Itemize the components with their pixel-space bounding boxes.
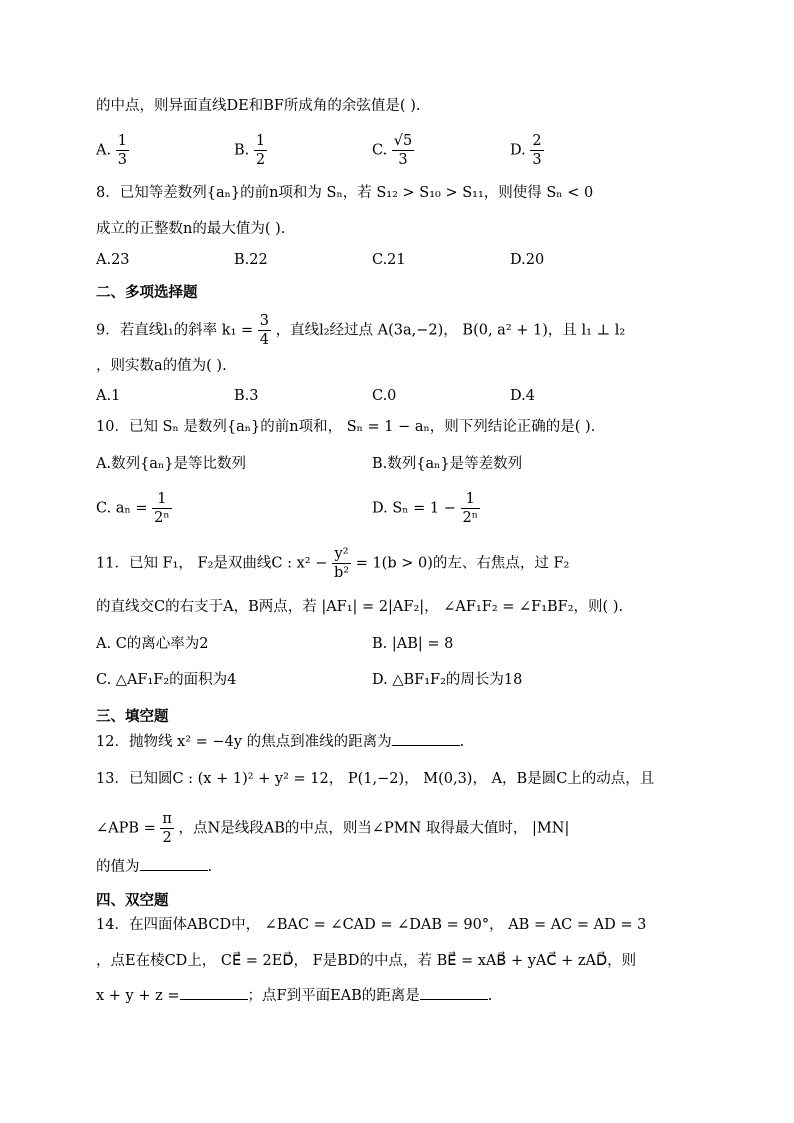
q8-line1: 8．已知等差数列{aₙ}的前n项和为 Sₙ，若 S₁₂ > S₁₀ > S₁₁，则使得 Sₙ < 0 bbox=[96, 185, 594, 201]
q10-option-c: C. aₙ = $\frac{1}{\text{2ⁿ}}$ bbox=[96, 491, 170, 526]
q14-line3: x + y + z = ；点F到平面EAB的距离是 . bbox=[96, 985, 492, 1007]
q9-option-c: C.0 bbox=[372, 388, 397, 404]
q11-option-a: A. C的离心率为2 bbox=[96, 636, 209, 652]
q8-option-a: A.23 bbox=[96, 252, 130, 268]
q11-option-d: D. △BF₁F₂的周长为18 bbox=[372, 672, 523, 688]
q9-option-b: B.3 bbox=[234, 388, 259, 404]
q9-option-d: D.4 bbox=[510, 388, 535, 404]
q7-option-c: C. $\frac{√5}{3}$ bbox=[372, 133, 413, 168]
q14-answer-blank-2[interactable] bbox=[420, 985, 488, 1000]
q7-text: 的中点，则异面直线DE和BF所成角的余弦值是( ). bbox=[96, 98, 421, 114]
section-heading-fill-in: 三、填空题 bbox=[96, 709, 169, 725]
section-heading-double-blank: 四、双空题 bbox=[96, 893, 169, 909]
q13-answer-blank[interactable] bbox=[140, 856, 208, 871]
q9-line2: ，则实数a的值为( ). bbox=[96, 358, 227, 374]
q14-line1: 14．在四面体ABCD中， ∠BAC = ∠CAD = ∠DAB = 90°， AB = AC = AD = 3 bbox=[96, 917, 647, 933]
q9-option-a: A.1 bbox=[96, 388, 121, 404]
q10-option-b: B.数列{aₙ}是等差数列 bbox=[372, 456, 523, 472]
q11-line2: 的直线交C的右支于A，B两点，若 |AF₁| = 2|AF₂|， ∠AF₁F₂ = ∠F₁BF₂，则( ). bbox=[96, 599, 624, 615]
section-heading-multi-choice: 二、多项选择题 bbox=[96, 285, 198, 301]
q11-option-b: B. |AB| = 8 bbox=[372, 636, 454, 652]
q11-option-c: C. △AF₁F₂的面积为4 bbox=[96, 672, 237, 688]
q10-option-a: A.数列{aₙ}是等比数列 bbox=[96, 456, 246, 472]
q12-answer-blank[interactable] bbox=[392, 731, 460, 746]
q13-line1: 13．已知圆C : (x + 1)² + y² = 12， P(1,−2)， M(0,3)， A，B是圆C上的动点，且 bbox=[96, 771, 655, 787]
q8-option-b: B.22 bbox=[234, 252, 268, 268]
q7-option-a: A. $\frac{1}{3}$ bbox=[96, 133, 127, 168]
q13-line3: 的值为 . bbox=[96, 856, 212, 878]
q14-answer-blank-1[interactable] bbox=[180, 985, 248, 1000]
q8-line2: 成立的正整数n的最大值为( ). bbox=[96, 221, 286, 237]
q14-line2: ，点E在棱CD上， CE⃗ = 2ED⃗， F是BD的中点，若 BE⃗ = xAB⃗ + yAC⃗ + zAD⃗，则 bbox=[96, 953, 637, 969]
q10-line1: 10．已知 Sₙ 是数列{aₙ}的前n项和， Sₙ = 1 − aₙ，则下列结论正确的是( ). bbox=[96, 419, 596, 435]
q13-line2: ∠APB = $\frac{\pi}{2}$ ，点N是线段AB的中点，则当∠PMN 取得最大值时， |MN| bbox=[96, 811, 570, 846]
q9-line1: 9．若直线l₁的斜率 k₁ = $\frac{3}{4}$ ，直线l₂经过点 A(3a,−2)， B(0, a² + 1)，且 l₁ ⊥ l₂ bbox=[96, 313, 626, 348]
q7-option-b: B. $\frac{1}{2}$ bbox=[234, 133, 266, 168]
q10-option-d: D. Sₙ = 1 − $\frac{1}{\text{2ⁿ}}$ bbox=[372, 491, 478, 526]
q11-line1: 11．已知 F₁， F₂是双曲线C : x² − $\frac{\text{y²}}{\text{b²}}$ = 1(b > 0)的左、右焦点，过 F₂ bbox=[96, 546, 570, 581]
q7-option-d: D. $\frac{2}{3}$ bbox=[510, 133, 542, 168]
q8-option-d: D.20 bbox=[510, 252, 545, 268]
q12-text: 12．抛物线 x² = −4y 的焦点到准线的距离为 . bbox=[96, 731, 464, 753]
q8-option-c: C.21 bbox=[372, 252, 406, 268]
